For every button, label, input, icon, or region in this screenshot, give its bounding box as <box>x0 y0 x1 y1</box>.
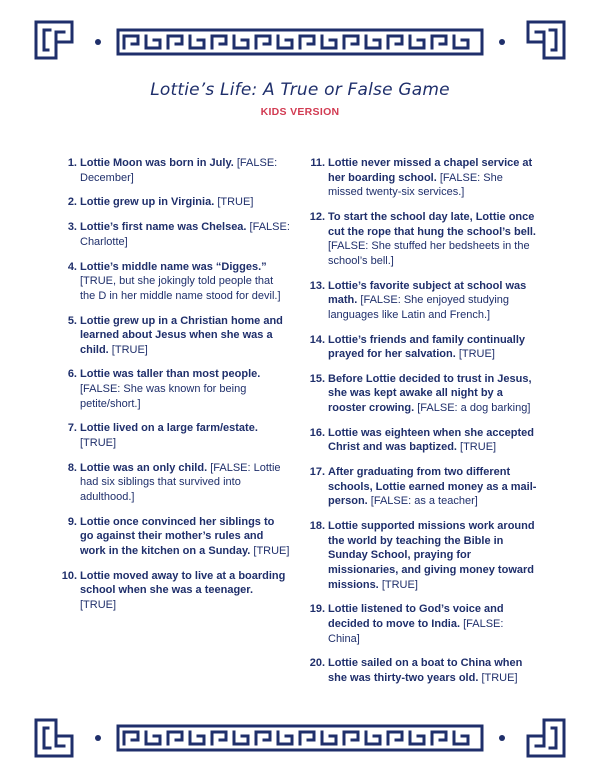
item-statement: Lottie was an only child. <box>80 461 208 474</box>
item-statement: Lottie grew up in Virginia. <box>80 196 215 209</box>
item-number: 6. <box>67 368 77 381</box>
item-statement: To start the school day late, Lottie once cut the rope that hung the school’s bell. <box>328 210 536 238</box>
list-item <box>58 156 290 185</box>
item-number: 20. <box>309 657 325 670</box>
list-item <box>306 656 538 685</box>
item-statement: Lottie’s favorite subject at school was math. <box>328 279 527 307</box>
item-number: 2. <box>67 196 77 209</box>
item-answer: [TRUE] <box>253 544 290 557</box>
dot-icon <box>95 735 101 741</box>
list-item <box>58 260 290 304</box>
list-item <box>58 195 290 210</box>
list-item <box>306 279 538 323</box>
item-number: 17. <box>309 466 325 479</box>
item-statement: After graduating from two different schools, Lottie earned money as a mail-person. <box>328 466 537 508</box>
item-number: 1. <box>67 157 77 169</box>
list-item <box>306 333 538 362</box>
page-subtitle: KIDS VERSION <box>260 106 340 118</box>
item-number: 18. <box>309 520 325 533</box>
item-answer: [FALSE: China] <box>328 617 504 645</box>
item-statement: Lottie once convinced her siblings to go against their mother’s rules and work in the kitchen on a Sunday. <box>80 515 275 557</box>
item-number: 3. <box>67 221 77 234</box>
item-statement: Lottie moved away to live at a boarding school when she was a teenager. <box>80 569 286 597</box>
item-statement: Lottie was taller than most people. <box>80 368 261 381</box>
list-item <box>58 421 290 450</box>
item-answer: [FALSE: December] <box>80 157 278 184</box>
item-number: 4. <box>67 260 77 273</box>
item-answer: [TRUE] <box>381 578 418 591</box>
list-item <box>306 465 538 509</box>
item-answer: [FALSE: Charlotte] <box>80 221 290 248</box>
greek-key-band <box>118 30 482 54</box>
left-corner-fret-icon <box>36 720 72 756</box>
greek-key-band <box>118 726 482 750</box>
item-statement: Lottie’s friends and family continually prayed for her salvation. <box>328 333 526 361</box>
item-answer: [TRUE, but she jokingly told people that the D in her middle name stood for devil.] <box>80 275 281 302</box>
item-answer: [FALSE: a dog barking] <box>417 402 531 415</box>
item-number: 8. <box>67 461 77 474</box>
item-statement: Lottie lived on a large farm/estate. <box>80 422 258 435</box>
item-answer: [FALSE: as a teacher] <box>370 495 478 508</box>
item-answer: [TRUE] <box>80 598 117 611</box>
item-number: 16. <box>309 426 325 439</box>
page-title: Lottie’s Life: A True or False Game <box>150 80 450 100</box>
list-item <box>58 515 290 559</box>
item-answer: [TRUE] <box>217 196 254 209</box>
item-statement: Lottie was eighteen when she accepted Christ and was baptized. <box>328 426 534 454</box>
list-item <box>306 156 538 200</box>
item-number: 15. <box>309 372 325 385</box>
list-item <box>306 372 538 416</box>
item-statement: Lottie listened to God’s voice and decided to move to India. <box>328 603 504 630</box>
item-answer: [FALSE: Lottie had six siblings that survived into adulthood.] <box>80 461 281 503</box>
list-item <box>306 426 538 455</box>
item-answer: [FALSE: She was known for being petite/short.] <box>80 383 247 410</box>
list-item <box>306 210 538 268</box>
item-answer: [TRUE] <box>460 441 497 454</box>
list-item <box>58 367 290 411</box>
item-answer: [TRUE] <box>481 671 518 684</box>
dot-icon <box>499 735 505 741</box>
item-statement: Lottie supported missions work around the world by teaching the Bible in Sunday School, praying for missionaries, and giving money toward missions. <box>328 520 535 591</box>
item-number: 14. <box>309 333 325 346</box>
left-corner-fret-icon <box>36 22 72 58</box>
item-number: 10. <box>61 569 77 582</box>
item-number: 13. <box>309 279 325 292</box>
item-number: 9. <box>67 515 77 528</box>
top-border-ornament <box>0 8 600 78</box>
list-item <box>58 461 290 505</box>
item-answer: [TRUE] <box>80 437 117 450</box>
item-statement: Lottie’s first name was Chelsea. <box>80 221 247 234</box>
item-number: 11. <box>310 157 325 169</box>
dot-icon <box>499 39 505 45</box>
questions-column-right <box>306 156 538 696</box>
item-statement: Lottie grew up in a Christian home and learned about Jesus when she was a child. <box>80 314 283 356</box>
item-number: 5. <box>67 314 77 327</box>
item-statement: Lottie’s middle name was “Digges.” <box>80 260 267 273</box>
item-statement: Before Lottie decided to trust in Jesus, she was kept awake all night by a rooster crowing. <box>328 372 532 415</box>
item-answer: [FALSE: She enjoyed studying languages like Latin and French.] <box>328 294 510 321</box>
item-number: 19. <box>309 603 325 616</box>
bottom-border-ornament <box>0 700 600 770</box>
item-number: 7. <box>67 422 77 435</box>
list-item <box>58 314 290 358</box>
dot-icon <box>95 39 101 45</box>
right-corner-fret-icon <box>528 720 564 756</box>
item-statement: Lottie never missed a chapel service at her boarding school. <box>328 157 533 184</box>
item-answer: [TRUE] <box>458 348 495 361</box>
item-number: 12. <box>309 210 325 223</box>
item-statement: Lottie Moon was born in July. <box>80 157 234 169</box>
list-item <box>58 220 290 249</box>
item-answer: [TRUE] <box>111 343 148 356</box>
item-answer: [FALSE: She missed twenty-six services.] <box>328 171 503 199</box>
list-item <box>58 569 290 613</box>
questions-column-left <box>58 156 290 623</box>
item-statement: Lottie sailed on a boat to China when she was thirty-two years old. <box>328 657 523 684</box>
list-item <box>306 602 538 646</box>
item-answer: [FALSE: She stuffed her bedsheets in the school’s bell.] <box>328 240 530 267</box>
list-item <box>306 519 538 592</box>
right-corner-fret-icon <box>528 22 564 58</box>
